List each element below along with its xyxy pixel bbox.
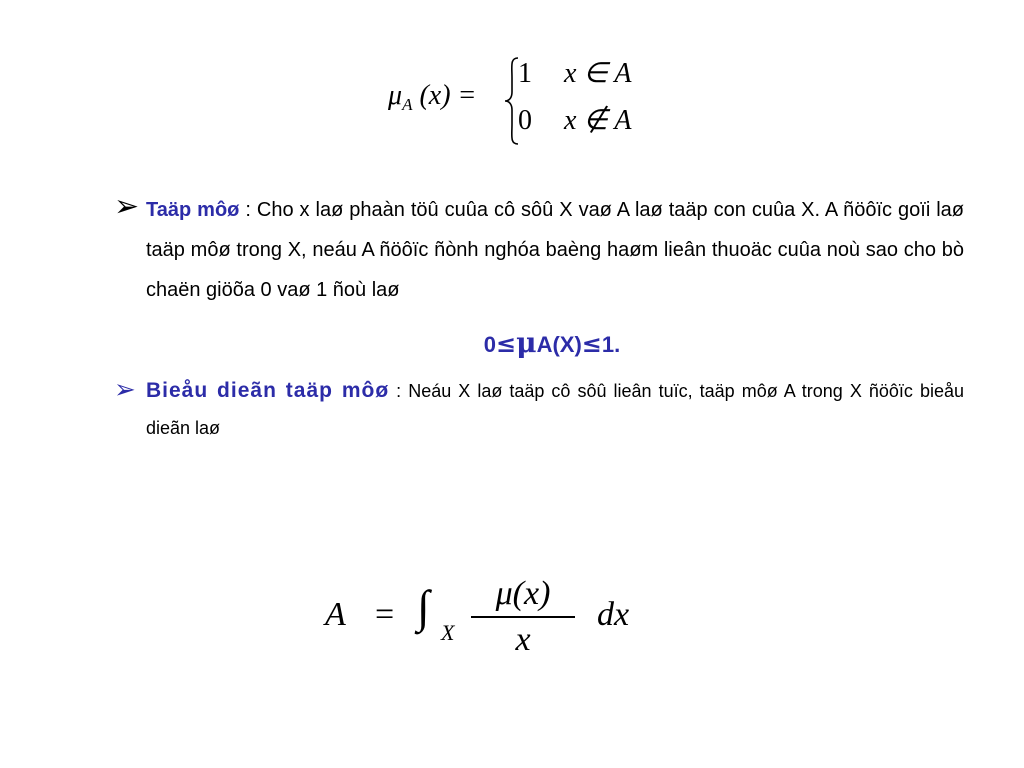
case1-value: 1 [518,58,532,89]
leq-symbol: ≤ [495,329,517,358]
term-fuzzy-set: Taäp môø [146,199,240,221]
definition-text: Cho x laø phaàn töû cuûa cô sôû X vaø A laø taäp con cuûa X. A ñöôïc goïi laø taäp môø trong X, neáu A ñöôïc ñònh nghóa baèng haøm lieân thuoäc cuûa noù sao cho bò chaën giöõa 0 vaø 1 ñoù laø [146,199,965,301]
case1-condition: x ∈ A [564,58,632,89]
fraction-denominator: x [515,621,531,658]
bullet-fuzzy-set-representation [114,372,964,447]
integral-representation-formula [325,572,665,662]
bullet-text [146,372,964,447]
formula-lhs [388,80,476,112]
mu-subscript: A [402,95,413,114]
bullet-fuzzy-set-definition [114,190,964,310]
inequality-left: 0 [483,332,496,357]
mu-symbol: μ [516,326,537,359]
integral-subscript: X [441,620,455,645]
case-non-member [518,103,631,137]
formula-lhs-rest: (x) = [419,80,477,111]
membership-function-formula [388,52,648,148]
fraction-numerator: μ(x) [495,575,551,612]
integral-lhs: A [325,596,346,633]
inequality-right: 1. [601,332,621,357]
fraction [467,574,579,660]
mu-symbol: μ [388,80,403,111]
inequality-middle: A(X) [536,332,582,357]
representation-text: Neáu X laø taäp cô sôû lieân tuïc, taäp môø A trong X ñöôïc bieåu dieãn laø [146,381,964,438]
case2-condition: x ∉ A [564,105,632,136]
term-separator: : [389,381,409,401]
arrow-bullet-icon: ➢ [114,190,140,223]
term-representation: Bieåu dieãn taäp môø [146,379,390,402]
integral-sign-icon: ∫ [417,581,430,632]
equals-sign: = [375,596,395,633]
differential: dx [597,596,630,633]
fraction-bar [471,616,575,618]
case2-value: 0 [518,105,532,136]
leq-symbol: ≤ [581,329,602,358]
bullet-text [146,190,964,310]
arrow-bullet-icon: ➢ [114,374,136,404]
term-separator: : [239,199,257,221]
inequality-expression [0,326,1024,359]
case-member [518,56,631,90]
